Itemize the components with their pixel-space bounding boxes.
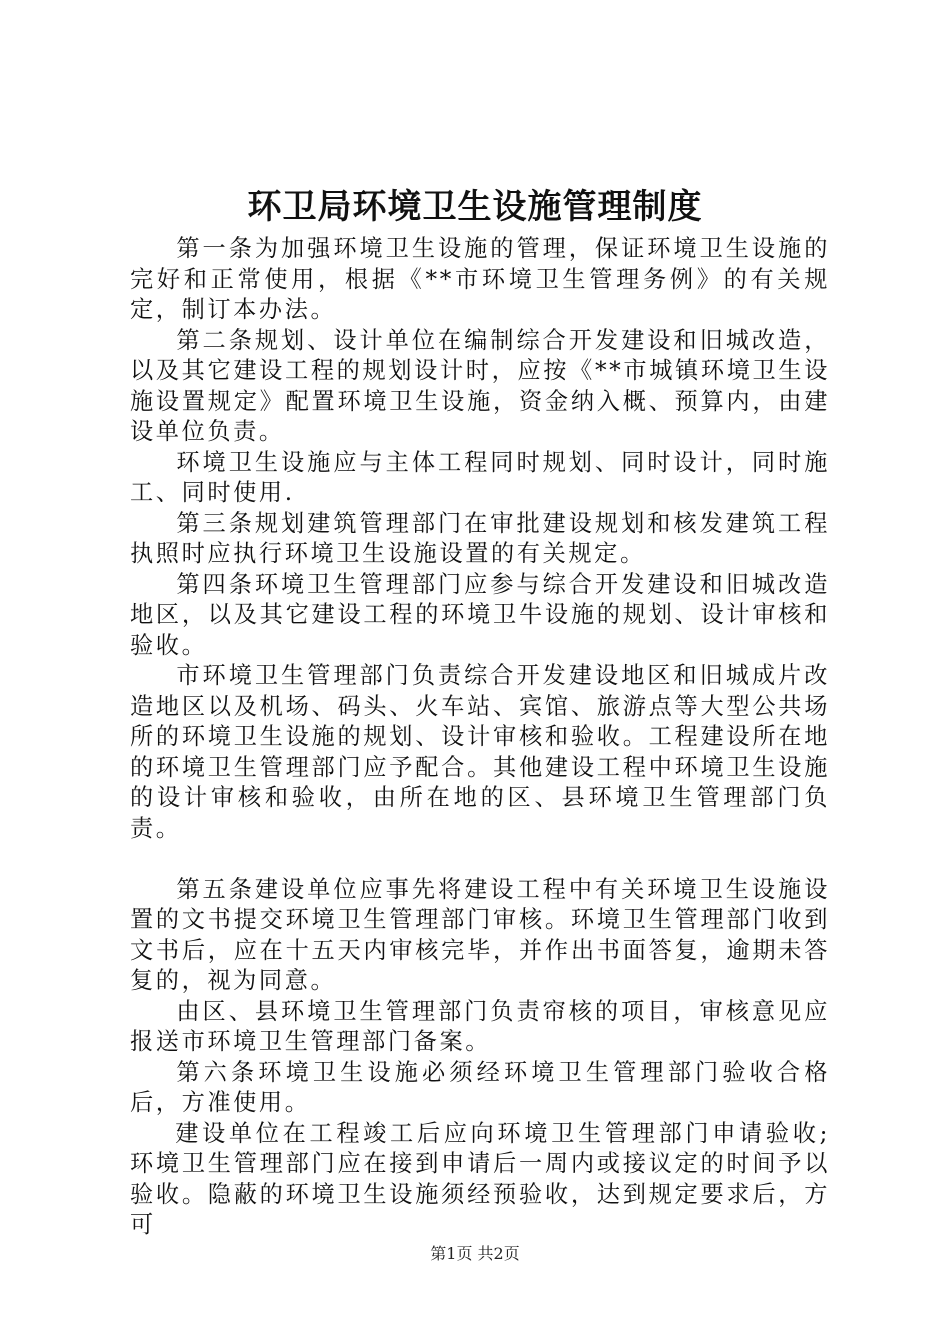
- paragraph-article-2-sub: 环境卫生设施应与主体工程同时规划、同时设计，同时施工、同时使用.: [130, 448, 830, 506]
- paragraph-article-1: 第一条为加强环境卫生设施的管理，保证环境卫生设施的完好和正常使用，根据《**市环境卫生管理务例》的有关规定，制订本办法。: [130, 235, 830, 323]
- document-title: 环卫局环境卫生设施管理制度: [247, 187, 703, 227]
- document-body: [130, 234, 830, 1241]
- page-number-footer: 第1页 共2页: [430, 1244, 520, 1263]
- paragraph-article-3: 第三条规划建筑管理部门在审批建设规划和核发建筑工程执照时应执行环境卫生设施设置的有关规定。: [130, 509, 830, 567]
- paragraph-article-4: 第四条环境卫生管理部门应参与综合开发建设和旧城改造地区，以及其它建设工程的环境卫牛设施的规划、设计审核和验收。: [130, 570, 830, 659]
- paragraph-article-5-sub: 由区、县环境卫生管理部门负责帘核的项目，审核意见应报送市环境卫生管理部门备案。: [130, 997, 830, 1055]
- paragraph-article-6-sub: 建设单位在工程竣工后应向环境卫生管理部门申请验收;环境卫生管理部门应在接到申请后一周内或接议定的时间予以验收。隐蔽的环境卫生设施须经预验收，达到规定要求后，方可: [130, 1119, 830, 1238]
- paragraph-article-4-sub: 市环境卫生管理部门负责综合开发建设地区和旧城成片改造地区以及机场、码头、火车站、宾馆、旅游点等大型公共场所的环境卫生设施的规划、设计审核和验收。工程建设所在地的环境卫生管理部门应予配合。其他建设工程中环境卫生设施的设计审核和验收，由所在地的区、县环境卫生管理部门负责。: [130, 662, 830, 842]
- paragraph-article-5: 第五条建设单位应事先将建设工程中有关环境卫生设施设置的文书提交环境卫生管理部门审核。环境卫生管理部门收到文书后，应在十五天内审核完毕，并作出书面答复，逾期未答复的，视为同意。: [130, 875, 830, 994]
- paragraph-article-6: 第六条环境卫生设施必须经环境卫生管理部门验收合格后，方准使用。: [130, 1058, 830, 1116]
- paragraph-article-2: 第二条规划、设计单位在编制综合开发建设和旧城改造，以及其它建设工程的规划设计时，应按《**市城镇环境卫生设施设置规定》配置环境卫生设施，资金纳入概、预算内，由建设单位负责。: [130, 326, 830, 445]
